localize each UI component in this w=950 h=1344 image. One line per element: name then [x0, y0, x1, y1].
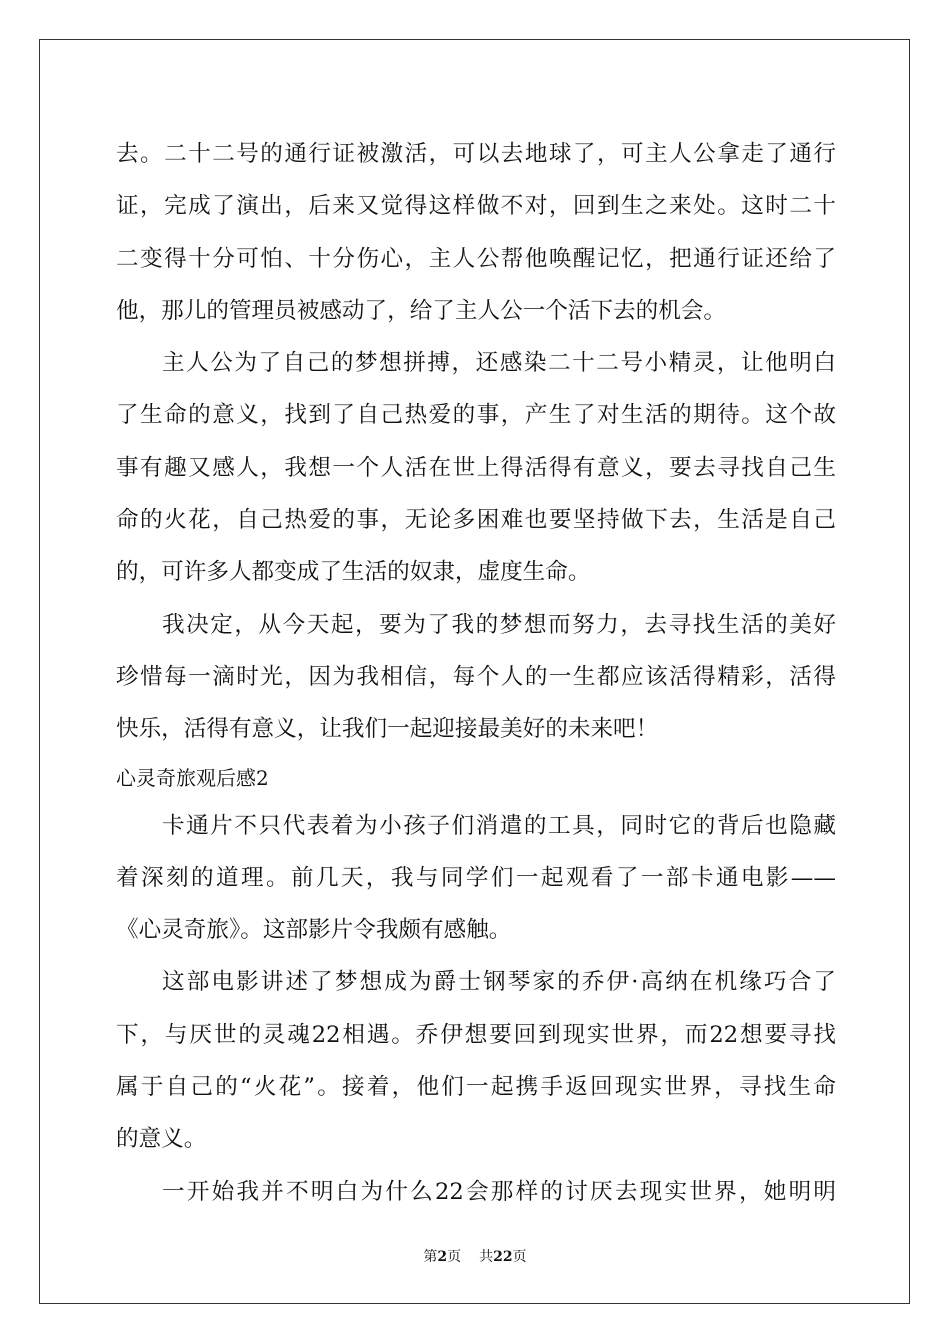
page-label-prefix: 第: [423, 1249, 438, 1265]
text-line: 去。二十二号的通行证被激活，可以去地球了，可主人公拿走了通行: [116, 141, 836, 167]
text-line: 二变得十分可怕、十分伤心，主人公帮他唤醒记忆，把通行证还给了: [116, 245, 836, 272]
text-line: 着深刻的道理。前几天，我与同学们一起观看了一部卡通电影——: [116, 864, 836, 891]
page-number: 2: [437, 1249, 448, 1265]
text-line: 一开始我并不明白为什么22会那样的讨厌去现实世界，她明明: [162, 1178, 836, 1205]
text-line: 了生命的意义，找到了自己热爱的事，产生了对生活的期待。这个故: [116, 402, 836, 429]
paragraph: [116, 800, 836, 957]
text-line: 命的火花，自己热爱的事，无论多困难也要坚持做下去，生活是自己: [116, 507, 836, 534]
document-body: [116, 128, 836, 1218]
text-line: 下，与厌世的灵魂22相遇。乔伊想要回到现实世界，而22想要寻找: [116, 1021, 836, 1048]
paragraph: [116, 128, 836, 337]
page-label-suffix: 页: [447, 1249, 462, 1265]
text-line: 主人公为了自己的梦想拼搏，还感染二十二号小精灵，让他明白: [162, 350, 836, 377]
text-line: 卡通片不只代表着为小孩子们消遣的工具，同时它的背后也隐藏: [162, 812, 836, 839]
total-label-suffix: 页: [512, 1249, 527, 1265]
text-line: 证，完成了演出，后来又觉得这样做不对，回到生之来处。这时二十: [116, 193, 836, 220]
text-line: 《心灵奇旅》。这部影片令我颇有感触。: [116, 917, 512, 944]
paragraph: [116, 337, 836, 598]
paragraph: [116, 1166, 836, 1218]
section-heading: 心灵奇旅观后感2: [116, 765, 269, 790]
total-pages: 22: [493, 1249, 513, 1265]
total-label-prefix: 共: [479, 1249, 494, 1265]
paragraph: [116, 599, 836, 756]
paragraph: [116, 956, 836, 1165]
page-footer: [0, 1246, 950, 1266]
text-line: 属于自己的“火花”。接着，他们一起携手返回现实世界，寻找生命: [116, 1074, 836, 1101]
text-line: 事有趣又感人，我想一个人活在世上得活得有意义，要去寻找自己生: [116, 454, 836, 481]
text-line: 这部电影讲述了梦想成为爵士钢琴家的乔伊·高纳在机缘巧合了: [162, 969, 836, 996]
text-line: 他，那儿的管理员被感动了，给了主人公一个活下去的机会。: [116, 297, 727, 324]
text-line: 珍惜每一滴时光，因为我相信，每个人的一生都应该活得精彩，活得: [116, 663, 836, 690]
text-line: 我决定，从今天起，要为了我的梦想而努力，去寻找生活的美好: [162, 611, 836, 638]
text-line: 快乐，活得有意义，让我们一起迎接最美好的未来吧！: [116, 716, 659, 743]
text-line: 的，可许多人都变成了生活的奴隶，虚度生命。: [116, 559, 591, 586]
text-line: 的意义。: [116, 1126, 207, 1153]
